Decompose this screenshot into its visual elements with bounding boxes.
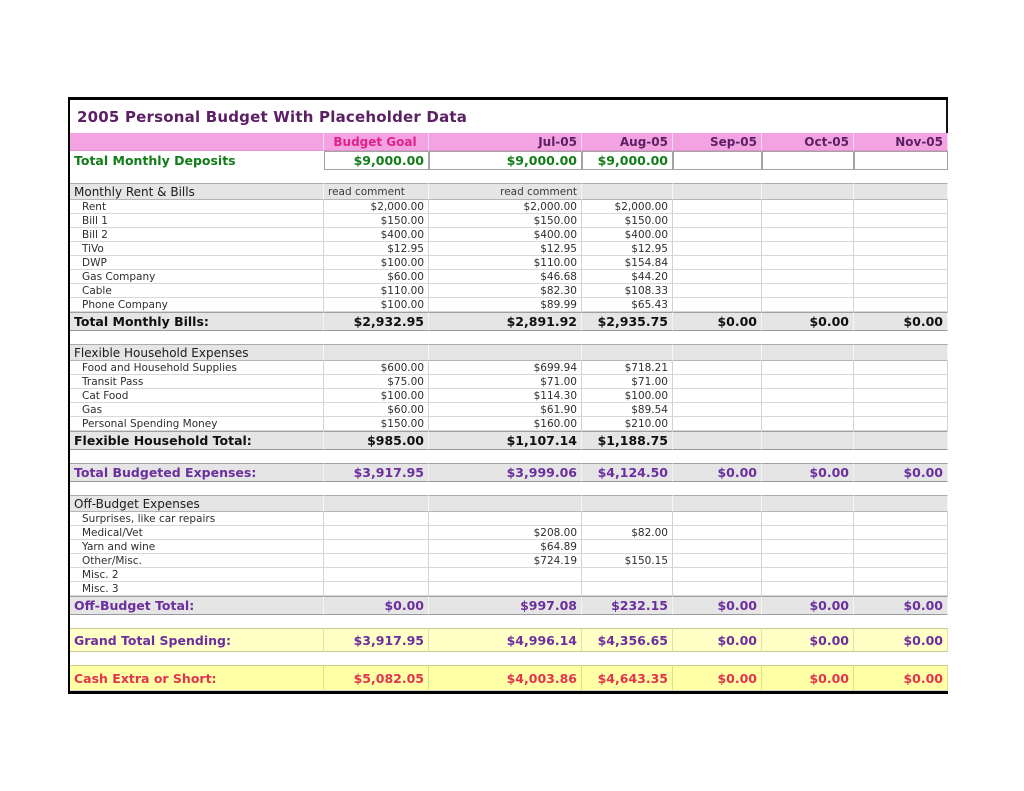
cell-aug-05[interactable]: $4,124.50 <box>582 463 673 482</box>
cell-jul-05[interactable]: $208.00 <box>429 526 582 540</box>
cell-budget-goal[interactable] <box>324 495 429 512</box>
cell-sep-05[interactable]: $0.00 <box>673 665 762 691</box>
cell-jul-05[interactable]: $150.00 <box>429 214 582 228</box>
row-monthly-rent-bills <box>70 183 948 200</box>
cell-budget-goal[interactable] <box>324 540 429 554</box>
row-label[interactable]: Cash Extra or Short: <box>70 665 324 691</box>
row-total-budgeted-expenses <box>70 463 948 482</box>
spacer-row <box>70 482 948 495</box>
cell-budget-goal[interactable]: $9,000.00 <box>324 151 429 170</box>
cell-budget-goal[interactable]: $75.00 <box>324 375 429 389</box>
cell-aug-05[interactable]: $82.00 <box>582 526 673 540</box>
cell-sep-05[interactable] <box>673 526 762 540</box>
cell-aug-05[interactable] <box>582 344 673 361</box>
row-flexible-household-total <box>70 431 948 450</box>
cell-budget-goal[interactable]: $600.00 <box>324 361 429 375</box>
row-label[interactable]: Flexible Household Total: <box>70 431 324 450</box>
cell-budget-goal[interactable]: $100.00 <box>324 298 429 312</box>
cell-oct-05[interactable] <box>762 183 854 200</box>
page-title: 2005 Personal Budget With Placeholder Data <box>77 107 468 126</box>
cell-oct-05[interactable] <box>762 495 854 512</box>
cell-budget-goal[interactable] <box>324 526 429 540</box>
row-off-budget-total <box>70 596 948 615</box>
row-yarn-and-wine <box>70 540 948 554</box>
row-tivo <box>70 242 948 256</box>
cell-nov-05[interactable] <box>854 183 948 200</box>
row-label[interactable]: Total Budgeted Expenses: <box>70 463 324 482</box>
cell-sep-05[interactable]: $0.00 <box>673 596 762 615</box>
row-flexible-household-expenses <box>70 344 948 361</box>
cell-nov-05[interactable] <box>854 403 948 417</box>
cell-sep-05[interactable] <box>673 242 762 256</box>
cell-jul-05[interactable]: $997.08 <box>429 596 582 615</box>
row-cable <box>70 284 948 298</box>
cell-oct-05[interactable] <box>762 151 854 170</box>
row-cash-extra-or-short <box>70 665 948 694</box>
cell-sep-05[interactable] <box>673 389 762 403</box>
cell-budget-goal[interactable]: $2,000.00 <box>324 200 429 214</box>
cell-jul-05[interactable]: $114.30 <box>429 389 582 403</box>
cell-jul-05[interactable]: $3,999.06 <box>429 463 582 482</box>
cell-nov-05[interactable] <box>854 200 948 214</box>
cell-oct-05[interactable] <box>762 375 854 389</box>
cell-sep-05[interactable] <box>673 554 762 568</box>
spacer-row <box>70 652 948 665</box>
cell-oct-05[interactable]: $0.00 <box>762 628 854 652</box>
cell-nov-05[interactable] <box>854 582 948 596</box>
row-label[interactable]: Bill 1 <box>70 214 324 228</box>
cell-jul-05[interactable]: $699.94 <box>429 361 582 375</box>
cell-oct-05[interactable] <box>762 270 854 284</box>
cell-budget-goal[interactable] <box>324 554 429 568</box>
cell-jul-05[interactable]: $46.68 <box>429 270 582 284</box>
row-food-and-household-supplies <box>70 361 948 375</box>
cell-aug-05[interactable]: $71.00 <box>582 375 673 389</box>
cell-oct-05[interactable] <box>762 242 854 256</box>
cell-aug-05[interactable] <box>582 582 673 596</box>
cell-oct-05[interactable] <box>762 431 854 450</box>
cell-sep-05[interactable] <box>673 512 762 526</box>
row-rent <box>70 200 948 214</box>
row-cat-food <box>70 389 948 403</box>
spacer-row <box>70 615 948 628</box>
row-label[interactable]: Rent <box>70 200 324 214</box>
cell-nov-05[interactable] <box>854 256 948 270</box>
cell-nov-05[interactable] <box>854 270 948 284</box>
cell-aug-05[interactable] <box>582 183 673 200</box>
row-gas-company <box>70 270 948 284</box>
cell-oct-05[interactable]: $0.00 <box>762 312 854 331</box>
column-header-jul-05[interactable]: Jul-05 <box>429 133 582 151</box>
cell-budget-goal[interactable]: $60.00 <box>324 403 429 417</box>
row-dwp <box>70 256 948 270</box>
cell-jul-05[interactable]: $400.00 <box>429 228 582 242</box>
row-label[interactable]: Other/Misc. <box>70 554 324 568</box>
cell-sep-05[interactable] <box>673 582 762 596</box>
cell-aug-05[interactable]: $1,188.75 <box>582 431 673 450</box>
cell-sep-05[interactable] <box>673 431 762 450</box>
cell-nov-05[interactable] <box>854 495 948 512</box>
cell-nov-05[interactable] <box>854 540 948 554</box>
row-label[interactable]: DWP <box>70 256 324 270</box>
cell-nov-05[interactable] <box>854 284 948 298</box>
cell-sep-05[interactable] <box>673 151 762 170</box>
row-total-monthly-bills <box>70 312 948 331</box>
cell-nov-05[interactable] <box>854 361 948 375</box>
cell-jul-05[interactable]: $2,891.92 <box>429 312 582 331</box>
row-label[interactable]: Total Monthly Bills: <box>70 312 324 331</box>
column-header-row <box>70 133 948 151</box>
cell-aug-05[interactable]: $232.15 <box>582 596 673 615</box>
cell-sep-05[interactable] <box>673 375 762 389</box>
cell-aug-05[interactable]: $154.84 <box>582 256 673 270</box>
row-grand-total-spending <box>70 628 948 652</box>
cell-oct-05[interactable]: $0.00 <box>762 463 854 482</box>
cell-oct-05[interactable] <box>762 200 854 214</box>
row-surprises-like-car-repairs <box>70 512 948 526</box>
cell-sep-05[interactable] <box>673 495 762 512</box>
cell-sep-05[interactable] <box>673 228 762 242</box>
row-medical-vet <box>70 526 948 540</box>
row-label[interactable]: Medical/Vet <box>70 526 324 540</box>
row-label[interactable]: Yarn and wine <box>70 540 324 554</box>
cell-aug-05[interactable]: $210.00 <box>582 417 673 431</box>
cell-budget-goal[interactable]: $150.00 <box>324 214 429 228</box>
cell-sep-05[interactable] <box>673 214 762 228</box>
cell-jul-05[interactable] <box>429 344 582 361</box>
cell-budget-goal[interactable]: $985.00 <box>324 431 429 450</box>
budget-spreadsheet <box>68 97 948 694</box>
cell-aug-05[interactable]: $150.15 <box>582 554 673 568</box>
cell-jul-05[interactable]: $71.00 <box>429 375 582 389</box>
cell-sep-05[interactable] <box>673 256 762 270</box>
cell-oct-05[interactable] <box>762 256 854 270</box>
row-misc-3 <box>70 582 948 596</box>
cell-sep-05[interactable] <box>673 344 762 361</box>
cell-nov-05[interactable]: $0.00 <box>854 596 948 615</box>
cell-aug-05[interactable]: $65.43 <box>582 298 673 312</box>
column-header-nov-05[interactable]: Nov-05 <box>854 133 948 151</box>
cell-nov-05[interactable] <box>854 417 948 431</box>
column-header-aug-05[interactable]: Aug-05 <box>582 133 673 151</box>
column-header-oct-05[interactable]: Oct-05 <box>762 133 854 151</box>
cell-nov-05[interactable] <box>854 214 948 228</box>
cell-sep-05[interactable] <box>673 568 762 582</box>
cell-nov-05[interactable] <box>854 554 948 568</box>
cell-aug-05[interactable]: $2,935.75 <box>582 312 673 331</box>
cell-oct-05[interactable] <box>762 361 854 375</box>
cell-nov-05[interactable] <box>854 512 948 526</box>
cell-jul-05[interactable]: $724.19 <box>429 554 582 568</box>
row-bill-2 <box>70 228 948 242</box>
cell-nov-05[interactable]: $0.00 <box>854 312 948 331</box>
cell-oct-05[interactable] <box>762 214 854 228</box>
cell-sep-05[interactable] <box>673 183 762 200</box>
row-label[interactable]: Cable <box>70 284 324 298</box>
row-label[interactable]: Monthly Rent & Bills <box>70 183 324 200</box>
cell-sep-05[interactable]: $0.00 <box>673 463 762 482</box>
spacer-row <box>70 450 948 463</box>
cell-oct-05[interactable] <box>762 417 854 431</box>
cell-jul-05[interactable]: $9,000.00 <box>429 151 582 170</box>
cell-jul-05[interactable]: $61.90 <box>429 403 582 417</box>
cell-aug-05[interactable] <box>582 540 673 554</box>
cell-nov-05[interactable]: $0.00 <box>854 463 948 482</box>
cell-oct-05[interactable] <box>762 540 854 554</box>
cell-budget-goal[interactable]: $5,082.05 <box>324 665 429 691</box>
cell-budget-goal[interactable]: $12.95 <box>324 242 429 256</box>
cell-budget-goal[interactable]: $0.00 <box>324 596 429 615</box>
row-label[interactable]: Bill 2 <box>70 228 324 242</box>
cell-oct-05[interactable]: $0.00 <box>762 665 854 691</box>
cell-nov-05[interactable] <box>854 242 948 256</box>
row-personal-spending-money <box>70 417 948 431</box>
cell-budget-goal[interactable] <box>324 582 429 596</box>
cell-aug-05[interactable]: $718.21 <box>582 361 673 375</box>
row-other-misc <box>70 554 948 568</box>
row-label[interactable]: TiVo <box>70 242 324 256</box>
cell-budget-goal[interactable]: $100.00 <box>324 256 429 270</box>
row-label[interactable]: Grand Total Spending: <box>70 628 324 652</box>
title-row <box>70 100 948 133</box>
cell-nov-05[interactable]: $0.00 <box>854 665 948 691</box>
cell-aug-05[interactable]: $9,000.00 <box>582 151 673 170</box>
cell-aug-05[interactable]: $12.95 <box>582 242 673 256</box>
cell-budget-goal[interactable]: $110.00 <box>324 284 429 298</box>
cell-aug-05[interactable]: $4,643.35 <box>582 665 673 691</box>
cell-oct-05[interactable] <box>762 344 854 361</box>
cell-jul-05[interactable] <box>429 582 582 596</box>
spacer-row <box>70 331 948 344</box>
column-header-budget-goal[interactable]: Budget Goal <box>324 133 429 151</box>
cell-sep-05[interactable] <box>673 284 762 298</box>
row-label[interactable]: Cat Food <box>70 389 324 403</box>
cell-aug-05[interactable] <box>582 568 673 582</box>
row-phone-company <box>70 298 948 312</box>
row-misc-2 <box>70 568 948 582</box>
cell-sep-05[interactable] <box>673 270 762 284</box>
cell-nov-05[interactable] <box>854 526 948 540</box>
cell-nov-05[interactable] <box>854 375 948 389</box>
cell-aug-05[interactable]: $100.00 <box>582 389 673 403</box>
cell-nov-05[interactable] <box>854 151 948 170</box>
header-corner-cell[interactable] <box>70 133 324 151</box>
row-label[interactable]: Off-Budget Total: <box>70 596 324 615</box>
cell-sep-05[interactable] <box>673 361 762 375</box>
cell-oct-05[interactable] <box>762 526 854 540</box>
cell-jul-05[interactable]: $110.00 <box>429 256 582 270</box>
row-label[interactable]: Misc. 3 <box>70 582 324 596</box>
spacer-row <box>70 170 948 183</box>
cell-oct-05[interactable] <box>762 512 854 526</box>
row-label[interactable]: Food and Household Supplies <box>70 361 324 375</box>
row-label[interactable]: Surprises, like car repairs <box>70 512 324 526</box>
cell-nov-05[interactable] <box>854 568 948 582</box>
cell-budget-goal[interactable]: $150.00 <box>324 417 429 431</box>
cell-sep-05[interactable] <box>673 403 762 417</box>
cell-oct-05[interactable] <box>762 389 854 403</box>
cell-budget-goal[interactable] <box>324 512 429 526</box>
row-label[interactable]: Misc. 2 <box>70 568 324 582</box>
cell-oct-05[interactable] <box>762 582 854 596</box>
cell-oct-05[interactable] <box>762 568 854 582</box>
cell-aug-05[interactable]: $108.33 <box>582 284 673 298</box>
cell-budget-goal[interactable]: $60.00 <box>324 270 429 284</box>
cell-budget-goal[interactable]: $400.00 <box>324 228 429 242</box>
row-off-budget-expenses <box>70 495 948 512</box>
cell-jul-05[interactable]: $160.00 <box>429 417 582 431</box>
cell-jul-05[interactable] <box>429 512 582 526</box>
cell-oct-05[interactable] <box>762 228 854 242</box>
cell-budget-goal[interactable] <box>324 568 429 582</box>
cell-aug-05[interactable]: $400.00 <box>582 228 673 242</box>
row-transit-pass <box>70 375 948 389</box>
cell-oct-05[interactable] <box>762 298 854 312</box>
cell-aug-05[interactable] <box>582 512 673 526</box>
cell-jul-05[interactable]: $12.95 <box>429 242 582 256</box>
cell-jul-05[interactable]: $1,107.14 <box>429 431 582 450</box>
row-label[interactable]: Phone Company <box>70 298 324 312</box>
cell-budget-goal[interactable]: $3,917.95 <box>324 463 429 482</box>
sheet-rows <box>70 151 948 694</box>
cell-nov-05[interactable] <box>854 298 948 312</box>
cell-nov-05[interactable] <box>854 344 948 361</box>
cell-aug-05[interactable]: $89.54 <box>582 403 673 417</box>
cell-jul-05[interactable]: $89.99 <box>429 298 582 312</box>
cell-jul-05[interactable]: $4,003.86 <box>429 665 582 691</box>
cell-aug-05[interactable]: $150.00 <box>582 214 673 228</box>
cell-budget-goal[interactable]: $100.00 <box>324 389 429 403</box>
cell-sep-05[interactable]: $0.00 <box>673 628 762 652</box>
cell-sep-05[interactable] <box>673 200 762 214</box>
column-header-sep-05[interactable]: Sep-05 <box>673 133 762 151</box>
cell-aug-05[interactable]: $2,000.00 <box>582 200 673 214</box>
row-label[interactable]: Gas <box>70 403 324 417</box>
cell-jul-05[interactable] <box>429 568 582 582</box>
cell-sep-05[interactable]: $0.00 <box>673 312 762 331</box>
cell-oct-05[interactable] <box>762 554 854 568</box>
row-bill-1 <box>70 214 948 228</box>
cell-nov-05[interactable]: $0.00 <box>854 628 948 652</box>
cell-jul-05[interactable]: $4,996.14 <box>429 628 582 652</box>
cell-budget-goal[interactable]: $2,932.95 <box>324 312 429 331</box>
cell-oct-05[interactable] <box>762 403 854 417</box>
cell-budget-goal[interactable]: read comment <box>324 183 429 200</box>
cell-aug-05[interactable]: $44.20 <box>582 270 673 284</box>
row-label[interactable]: Off-Budget Expenses <box>70 495 324 512</box>
cell-oct-05[interactable]: $0.00 <box>762 596 854 615</box>
cell-jul-05[interactable]: read comment <box>429 183 582 200</box>
row-total-monthly-deposits <box>70 151 948 170</box>
cell-jul-05[interactable]: $2,000.00 <box>429 200 582 214</box>
cell-jul-05[interactable]: $82.30 <box>429 284 582 298</box>
cell-sep-05[interactable] <box>673 417 762 431</box>
row-label[interactable]: Flexible Household Expenses <box>70 344 324 361</box>
cell-jul-05[interactable] <box>429 495 582 512</box>
row-label[interactable]: Transit Pass <box>70 375 324 389</box>
cell-aug-05[interactable]: $4,356.65 <box>582 628 673 652</box>
cell-oct-05[interactable] <box>762 284 854 298</box>
cell-nov-05[interactable] <box>854 431 948 450</box>
cell-budget-goal[interactable] <box>324 344 429 361</box>
row-label[interactable]: Gas Company <box>70 270 324 284</box>
cell-budget-goal[interactable]: $3,917.95 <box>324 628 429 652</box>
row-label[interactable]: Total Monthly Deposits <box>74 153 236 168</box>
cell-jul-05[interactable]: $64.89 <box>429 540 582 554</box>
cell-nov-05[interactable] <box>854 389 948 403</box>
cell-aug-05[interactable] <box>582 495 673 512</box>
cell-sep-05[interactable] <box>673 298 762 312</box>
cell-sep-05[interactable] <box>673 540 762 554</box>
cell-nov-05[interactable] <box>854 228 948 242</box>
row-label[interactable]: Personal Spending Money <box>70 417 324 431</box>
row-gas <box>70 403 948 417</box>
